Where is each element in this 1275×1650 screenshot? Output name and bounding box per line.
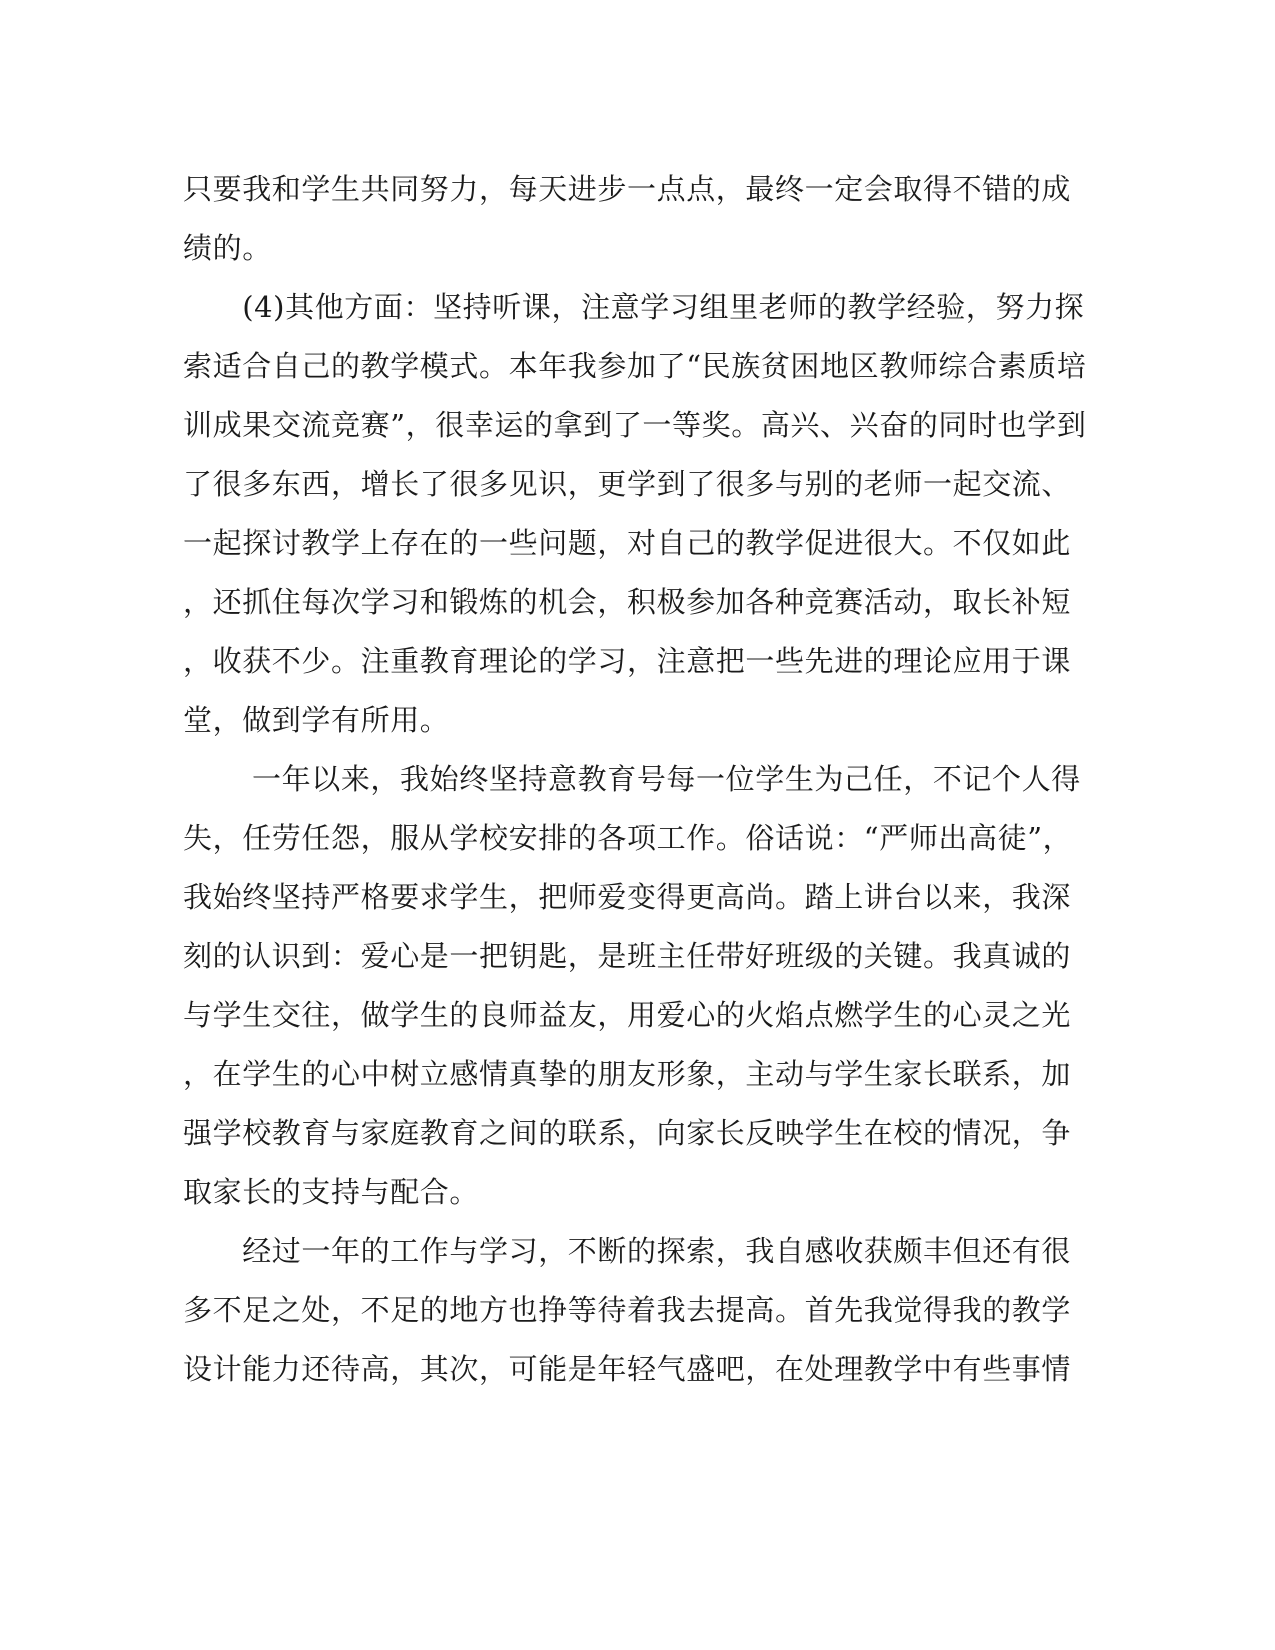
text-line: 强学校教育与家庭教育之间的联系，向家长反映学生在校的情况，争 bbox=[183, 1116, 1072, 1150]
text-line: 绩的。 bbox=[183, 231, 272, 265]
text-line: 堂，做到学有所用。 bbox=[183, 703, 450, 737]
text-line: ，收获不少。注重教育理论的学习，注意把一些先进的理论应用于课 bbox=[183, 644, 1072, 678]
text-line: 与学生交往，做学生的良师益友，用爱心的火焰点燃学生的心灵之光 bbox=[183, 998, 1072, 1032]
text-line: 取家长的支持与配合。 bbox=[183, 1175, 480, 1209]
text-line: 只要我和学生共同努力，每天进步一点点，最终一定会取得不错的成 bbox=[183, 172, 1072, 206]
text-line: 一起探讨教学上存在的一些问题，对自己的教学促进很大。不仅如此 bbox=[183, 526, 1072, 560]
text-line: 索适合自己的教学模式。本年我参加了“民族贫困地区教师综合素质培 bbox=[183, 349, 1087, 383]
text-line: 训成果交流竞赛”，很幸运的拿到了一等奖。高兴、兴奋的同时也学到 bbox=[183, 408, 1087, 442]
text-line: 刻的认识到：爱心是一把钥匙，是班主任带好班级的关键。我真诚的 bbox=[183, 939, 1072, 973]
text-line: (4)其他方面：坚持听课，注意学习组里老师的教学经验，努力探 bbox=[183, 290, 1085, 324]
text-line: 我始终坚持严格要求学生，把师爱变得更高尚。踏上讲台以来，我深 bbox=[183, 880, 1072, 914]
text-line: 经过一年的工作与学习，不断的探索，我自感收获颇丰但还有很 bbox=[183, 1234, 1072, 1268]
text-line: 失，任劳任怨，服从学校安排的各项工作。俗话说：“严师出高徒”， bbox=[183, 821, 1073, 855]
text-line: ，还抓住每次学习和锻炼的机会，积极参加各种竞赛活动，取长补短 bbox=[183, 585, 1072, 619]
text-line: 了很多东西，增长了很多见识，更学到了很多与别的老师一起交流、 bbox=[183, 467, 1072, 501]
text-line: 一年以来，我始终坚持意教育号每一位学生为己任，不记个人得 bbox=[183, 762, 1081, 796]
text-line: 多不足之处，不足的地方也挣等待着我去提高。首先我觉得我的教学 bbox=[183, 1293, 1072, 1327]
text-line: ，在学生的心中树立感情真挚的朋友形象，主动与学生家长联系，加 bbox=[183, 1057, 1072, 1091]
body-text bbox=[183, 160, 1087, 1399]
text-line: 设计能力还待高，其次，可能是年轻气盛吧，在处理教学中有些事情 bbox=[183, 1352, 1072, 1386]
